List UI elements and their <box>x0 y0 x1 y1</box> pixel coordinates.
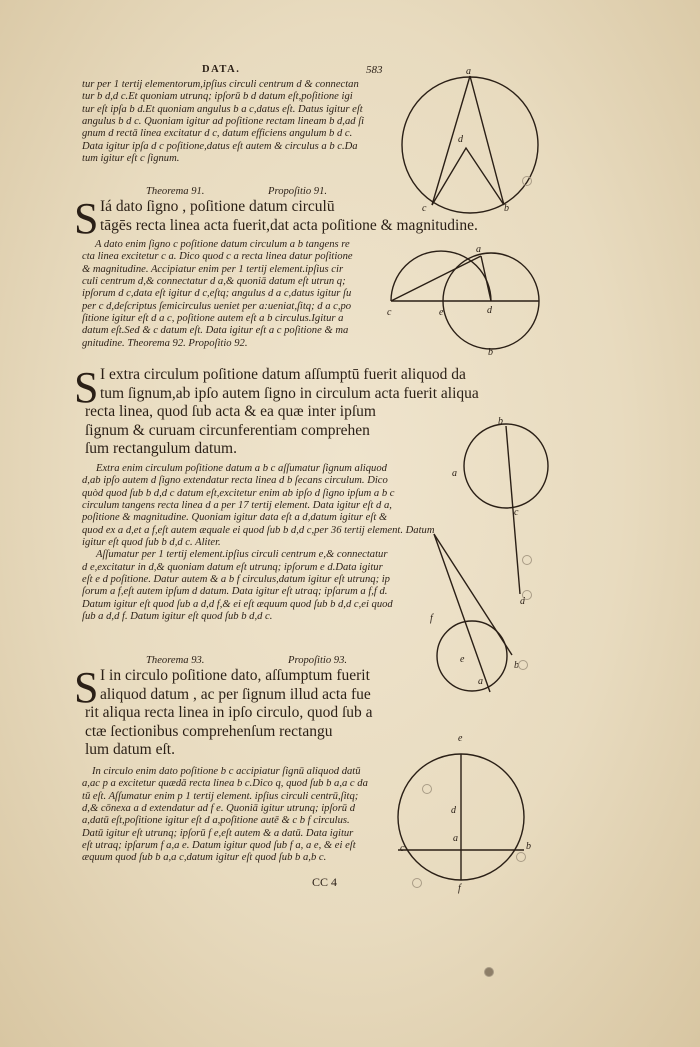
running-title: DATA. <box>202 64 241 75</box>
circle <box>402 77 538 213</box>
text-line: gnitudine. Theorema 92. Propoſitio 92. <box>82 337 248 349</box>
label-e: e <box>439 307 444 318</box>
text-line: lum datum eſt. <box>85 741 175 759</box>
pin-hole <box>516 852 526 862</box>
text-line: tum ſignum,ab ipſo autem ſigno in circulum acta fuerit aliqua <box>100 384 479 402</box>
text-line: recta linea, quod ſub acta & ea quæ inter ipſum <box>85 403 376 421</box>
label-d: d <box>451 805 456 816</box>
line-af <box>434 534 490 692</box>
text-line: igitur eſt quod ſub b d,d c. Aliter. <box>82 537 221 549</box>
text-line: cta linea excitetur c a. Dico quod c a recta linea datur poſitione <box>82 251 353 263</box>
label-c: c <box>514 507 519 518</box>
label-b: b <box>526 841 531 852</box>
text-line: tum igitur eſt c ſignum. <box>82 153 180 165</box>
label-a: a <box>466 66 471 77</box>
pin-hole <box>522 176 532 186</box>
label-a: a <box>452 468 457 479</box>
text-line: quòd quod ſub b d,d c datum eſt,excitetur enim ab ipſo d ſigno ipſum a b c <box>82 487 395 499</box>
text-line: d,& cōnexa a d extendatur ad f e. Quoniā igitur utrunq; ipſorū d <box>82 803 356 815</box>
text-block-3 <box>82 463 435 623</box>
text-line: ſum rectangulum datum. <box>85 440 237 458</box>
label-d: d <box>458 134 463 145</box>
text-line: poſitione & magnitudine. Quoniam igitur data eſt a d,datum igitur eſt & <box>82 512 388 524</box>
text-line: Extra enim circulum poſitione datum a b c aſſumatur ſignum aliquod <box>96 463 387 474</box>
text-line: æquum quod ſub b a,a c,datum igitur eſt quod ſub b a,b c. <box>82 852 327 864</box>
label-f: f <box>430 613 433 624</box>
pin-hole <box>422 784 432 794</box>
text-line: per c d,deſcriptus ſemicirculus ueniet per a:ueniat,ſitq; d a c,po <box>82 300 352 312</box>
proposition-label: Propoſitio 91. <box>268 186 328 197</box>
text-line: angulus b d c. Quoniam igitur ad poſitione rectam lineam b d,ad ſi <box>82 116 365 128</box>
text-line: & magnitudine. Accipiatur enim per 1 tertij element.ipſius cir <box>82 263 344 275</box>
text-line: tur eſt ipſa b d.Et quoniam angulus b a c,datus eſt. Datus igitur eſt <box>82 103 363 115</box>
text-line: tur per 1 tertij elementorum,ipſius circuli centrum d & connectan <box>82 79 359 90</box>
label-c: c <box>400 843 405 854</box>
text-block-4 <box>82 766 368 865</box>
text-line: I extra circulum poſitione datum aſſumptū fuerit aliquod da <box>100 366 466 383</box>
text-line: eſt e d poſitione. Datur autem & a b f circulus,datum igitur eſt utrunq; ip <box>82 574 390 586</box>
text-line: tū eſt. Aſſumatur enim p 1 tertij element. ipſius circuli centrū,ſitq; <box>82 790 359 802</box>
text-line: tāgēs recta linea acta fuerit,dat acta poſitione & magnitudine. <box>100 216 478 234</box>
label-a: a <box>476 244 481 255</box>
text-line: ctæ ſectionibus comprehenſum rectangu <box>85 722 333 740</box>
text-line: ſitione igitur eſt d a c, poſitione autem eſt a b circulus.Igitur a <box>82 313 344 325</box>
pin-hole <box>522 590 532 600</box>
pin-hole <box>522 555 532 565</box>
pin-hole <box>412 878 422 888</box>
page-number: 583 <box>366 64 383 76</box>
text-line: circulum tangens recta linea d a per 17 tertij element. Data igitur eſt d a, <box>82 500 392 512</box>
circle-upper <box>464 424 548 508</box>
text-line: A dato enim ſigno c poſitione datum circulum a b tangens re <box>95 239 350 250</box>
text-line: Iá dato ſigno , poſitione datum circulū <box>100 198 335 215</box>
line-db <box>434 534 512 655</box>
drop-initial: S <box>74 194 99 243</box>
label-d: d <box>520 596 525 607</box>
text-line: ipſorum d c,data eſt igitur d c,eſtq; angulus d a c,datus igitur ſu <box>82 288 352 300</box>
text-line: d e,excitatur in d,& quoniam datum eſt utrunq; ipſorum e d.Data igitur <box>82 561 383 573</box>
label-b: b <box>488 347 493 358</box>
pin-hole <box>484 967 494 977</box>
label-a: a <box>478 676 483 687</box>
text-line: ſorum a f,eſt autem ipſum d datum. Data igitur eſt utraq; ipſarum a f,f d. <box>82 586 388 598</box>
lines-bdc <box>432 148 504 205</box>
proposition-93-text <box>85 667 373 760</box>
line-ac <box>470 76 504 205</box>
text-line: I in circulo poſitione dato, aſſumptum fuerit <box>100 667 370 684</box>
label-f: f <box>458 883 461 894</box>
text-line: culi centrum d,& connectatur d a,& quoniā datum eſt utrun q; <box>82 276 346 288</box>
geometric-figure-1 <box>400 68 540 218</box>
theorem-label: Theorema 93. <box>146 655 205 666</box>
text-line: rit aliqua recta linea in ipſo circulo, quod ſub a <box>85 704 373 722</box>
label-e: e <box>460 654 465 665</box>
text-line: Data igitur ipſa d c poſitione,datus eſt autem & circulus a b c.Da <box>82 140 358 152</box>
label-b: b <box>514 660 519 671</box>
text-line: datum eſt.Sed & c datum eſt. Data igitur eſt a c poſitione & ma <box>82 325 349 337</box>
label-b: b <box>498 416 503 427</box>
text-line: ſub a d,d f. Datum igitur eſt quod ſub b d,d c. <box>82 611 273 623</box>
text-line: Datum igitur eſt quod ſub a d,d f,& ei eſt æquum quod ſub b d,d c,ei quod <box>82 598 393 610</box>
text-line: aliquod datum , ac per ſignum illud acta fue <box>100 685 371 703</box>
label-e: e <box>458 733 463 744</box>
text-line: ſignum & curuam circunferentiam comprehen <box>85 421 370 439</box>
label-a: a <box>453 833 458 844</box>
proposition-label: Propoſitio 93. <box>288 655 348 666</box>
text-line: In circulo enim dato poſitione b c accipiatur ſignū aliquod datū <box>92 766 361 777</box>
text-block-2 <box>82 239 353 350</box>
text-line: quod ex a d,et a f,eſt autem æquale ei quod ſub b d,d c,per 36 tertij element. Datum <box>82 524 435 536</box>
drop-initial: S <box>74 663 99 712</box>
line-ab <box>432 76 470 205</box>
text-block-1 <box>82 79 364 165</box>
drop-initial: S <box>74 363 99 412</box>
signature-mark: CC 4 <box>312 875 338 889</box>
label-b: b <box>504 203 509 214</box>
text-line: Datū igitur eſt utrunq; ipſorū f e,eſt autem & a datū. Data igitur <box>82 827 354 839</box>
pin-hole <box>518 660 528 670</box>
geometric-figure-4 <box>398 733 548 893</box>
text-line: eſt utraq; ipſarum f a,a e. Datum igitur quod ſub f a, a e, & ei eſt <box>82 840 356 852</box>
theorem-label: Theorema 91. <box>146 186 205 197</box>
text-line: tur b d,d c.Et quoniam utrunq; ipſorū b d datum eſt,poſitione igi <box>82 91 353 103</box>
geometric-figure-2 <box>383 243 543 358</box>
text-line: gnum d rectā linea excitatur d c, datum efficiens angulum b d c. <box>82 128 353 140</box>
label-c: c <box>387 307 392 318</box>
text-line: a,datū eſt,poſitione igitur eſt d a,poſitione autē & c b f circulus. <box>82 815 350 827</box>
text-line: Aſſumatur per 1 tertij element.ipſius circuli centrum e,& connectatur <box>96 549 388 561</box>
label-c: c <box>422 203 427 214</box>
text-line: d,ab ipſo autem d ſigno extendatur recta linea d b ſecans circulum. Dico <box>82 475 388 487</box>
line-ca <box>391 256 481 301</box>
text-line: a,ac p a excitetur quædā recta linea b c.Dico q, quod ſub b a,a c da <box>82 778 368 790</box>
label-d: d <box>487 305 492 316</box>
proposition-92-text <box>85 366 479 459</box>
